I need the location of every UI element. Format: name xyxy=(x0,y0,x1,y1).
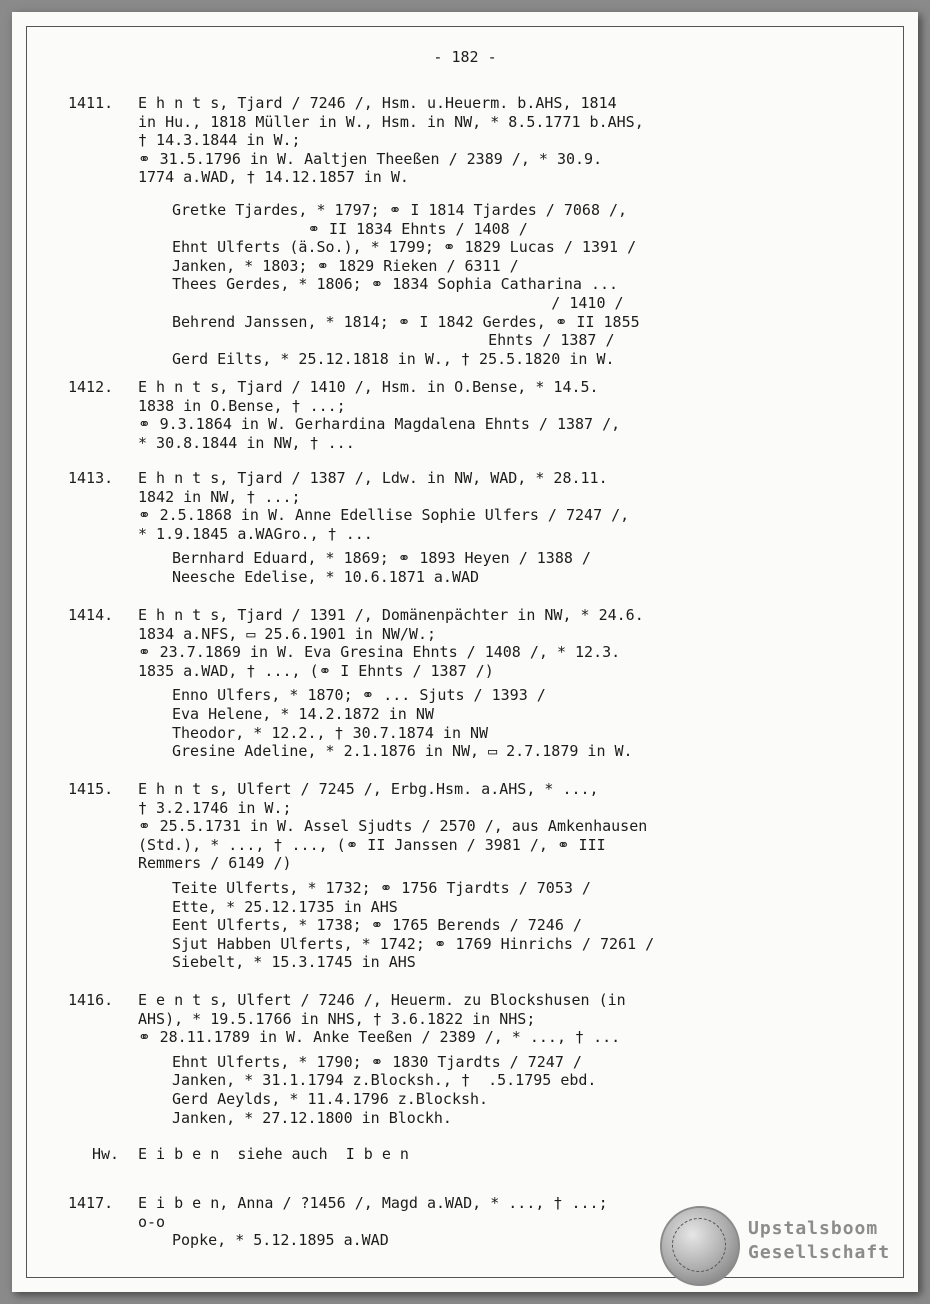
entry-number: 1415. xyxy=(68,780,114,798)
child-line: Bernhard Eduard, * 1869; ⚭ 1893 Heyen / 1388 / xyxy=(172,549,591,568)
entry-line: * 30.8.1844 in NW, † ... xyxy=(138,433,355,452)
child-line: Gerd Eilts, * 25.12.1818 in W., † 25.5.1820 in W. xyxy=(172,349,615,368)
entry-line: 1834 a.NFS, ▭ 25.6.1901 in NW/W.; xyxy=(138,624,437,643)
entry-number: 1412. xyxy=(68,378,114,396)
child-line: Neesche Edelise, * 10.6.1871 a.WAD xyxy=(172,567,480,586)
entry-line: † 3.2.1746 in W.; xyxy=(138,798,292,817)
child-line: Sjut Habben Ulferts, * 1742; ⚭ 1769 Hinrichs / 7261 / xyxy=(172,934,655,953)
entry-line: (Std.), * ..., † ..., (⚭ II Janssen / 3981 /, ⚭ III xyxy=(138,835,606,854)
entry-line: E h n t s, Tjard / 1387 /, Ldw. in NW, WAD, * 28.11. xyxy=(138,469,608,487)
child-line: Gresine Adeline, * 2.1.1876 in NW, ▭ 2.7.1879 in W. xyxy=(172,742,633,761)
child-line: Eva Helene, * 14.2.1872 in NW xyxy=(172,704,434,723)
hw-body xyxy=(138,1145,878,1164)
entry-line: E i b e n, Anna / ?1456 /, Magd a.WAD, * ..., † ...; xyxy=(138,1194,608,1212)
spacer xyxy=(138,187,878,201)
entry-body xyxy=(138,94,878,368)
child-line: / 1410 / xyxy=(172,293,624,312)
entry-body xyxy=(138,469,878,587)
entry-line: E h n t s, Tjard / 1410 /, Hsm. in O.Bense, * 14.5. xyxy=(138,378,599,396)
entry-line: ⚭ 25.5.1731 in W. Assel Sjudts / 2570 /, aus Amkenhausen xyxy=(138,817,648,836)
child-line: Gerd Aeylds, * 11.4.1796 z.Blocksh. xyxy=(172,1089,489,1108)
child-line: Siebelt, * 15.3.1745 in AHS xyxy=(172,953,416,972)
entry-number: 1413. xyxy=(68,469,114,487)
entry-line: E e n t s, Ulfert / 7246 /, Heuerm. zu Blockshusen (in xyxy=(138,991,626,1009)
entry-line: in Hu., 1818 Müller in W., Hsm. in NW, * 8.5.1771 b.AHS, xyxy=(138,112,644,131)
child-line: Gretke Tjardes, * 1797; ⚭ I 1814 Tjardes / 7068 /, xyxy=(172,200,628,219)
entry-line: † 14.3.1844 in W.; xyxy=(138,131,301,150)
entry-body xyxy=(138,378,878,452)
entry-line: * 1.9.1845 a.WAGro., † ... xyxy=(138,524,373,543)
entry-line: o-o xyxy=(138,1212,166,1231)
entry-number: 1417. xyxy=(68,1194,114,1212)
entry-line: ⚭ 23.7.1869 in W. Eva Gresina Ehnts / 1408 /, * 12.3. xyxy=(138,643,621,662)
society-seal-icon xyxy=(660,1206,740,1286)
entry-body xyxy=(138,780,878,972)
child-line: Ehnts / 1387 / xyxy=(172,331,615,350)
entry-line: E h n t s, Ulfert / 7245 /, Erbg.Hsm. a.AHS, * ..., xyxy=(138,780,599,798)
child-line: Enno Ulfers, * 1870; ⚭ ... Sjuts / 1393 / xyxy=(172,686,546,705)
document-page xyxy=(12,12,918,1292)
seal-ring xyxy=(672,1218,726,1272)
child-line: ⚭ II 1834 Ehnts / 1408 / xyxy=(172,219,528,238)
child-line: Thees Gerdes, * 1806; ⚭ 1834 Sophia Catharina ... xyxy=(172,275,619,294)
entry-line: E h n t s, Tjard / 1391 /, Domänenpächter in NW, * 24.6. xyxy=(138,606,644,624)
entry-line: 1774 a.WAD, † 14.12.1857 in W. xyxy=(138,168,409,187)
entry-line: 1842 in NW, † ...; xyxy=(138,487,301,506)
watermark-line-1: Upstalsboom xyxy=(748,1218,879,1239)
entry-number: 1411. xyxy=(68,94,114,112)
entry-line: ⚭ 31.5.1796 in W. Aaltjen Theeßen / 2389 /, * 30.9. xyxy=(138,149,603,168)
child-line: Popke, * 5.12.1895 a.WAD xyxy=(172,1231,389,1250)
child-line: Janken, * 1803; ⚭ 1829 Rieken / 6311 / xyxy=(172,256,519,275)
entry-line: Remmers / 6149 /) xyxy=(138,854,292,873)
child-line: Eent Ulferts, * 1738; ⚭ 1765 Berends / 7246 / xyxy=(172,916,582,935)
child-line: Janken, * 27.12.1800 in Blockh. xyxy=(172,1108,452,1127)
entry-number: 1416. xyxy=(68,991,114,1009)
entry-line: ⚭ 9.3.1864 in W. Gerhardina Magdalena Ehnts / 1387 /, xyxy=(138,415,621,434)
child-line: Ehnt Ulferts (ä.So.), * 1799; ⚭ 1829 Lucas / 1391 / xyxy=(172,238,637,257)
entry-line: AHS), * 19.5.1766 in NHS, † 3.6.1822 in NHS; xyxy=(138,1009,536,1028)
page-number: - 182 - xyxy=(433,48,497,66)
entry-line: 1835 a.WAD, † ..., (⚭ I Ehnts / 1387 /) xyxy=(138,661,494,680)
entry-line: 1838 in O.Bense, † ...; xyxy=(138,396,346,415)
entry-number: 1414. xyxy=(68,606,114,624)
genealogy-text xyxy=(12,12,918,1292)
child-line: Teite Ulferts, * 1732; ⚭ 1756 Tjardts / 7053 / xyxy=(172,878,591,897)
entry-line: ⚭ 28.11.1789 in W. Anke Teeßen / 2389 /, * ..., † ... xyxy=(138,1028,621,1047)
watermark-line-2: Gesellschaft xyxy=(748,1242,891,1263)
child-line: Ehnt Ulferts, * 1790; ⚭ 1830 Tjardts / 7247 / xyxy=(172,1052,582,1071)
entry-line: ⚭ 2.5.1868 in W. Anne Edellise Sophie Ulfers / 7247 /, xyxy=(138,506,630,525)
child-line: Theodor, * 12.2., † 30.7.1874 in NW xyxy=(172,723,489,742)
hw-label: Hw. xyxy=(92,1145,120,1163)
entry-body xyxy=(138,606,878,761)
child-line: Janken, * 31.1.1794 z.Blocksh., † .5.1795 ebd. xyxy=(172,1071,597,1090)
hw-text: E i b e n siehe auch I b e n xyxy=(138,1145,409,1163)
child-line: Behrend Janssen, * 1814; ⚭ I 1842 Gerdes, ⚭ II 1855 xyxy=(172,312,640,331)
entry-body xyxy=(138,991,878,1127)
entry-line: E h n t s, Tjard / 7246 /, Hsm. u.Heuerm. b.AHS, 1814 xyxy=(138,94,617,112)
child-line: Ette, * 25.12.1735 in AHS xyxy=(172,897,398,916)
